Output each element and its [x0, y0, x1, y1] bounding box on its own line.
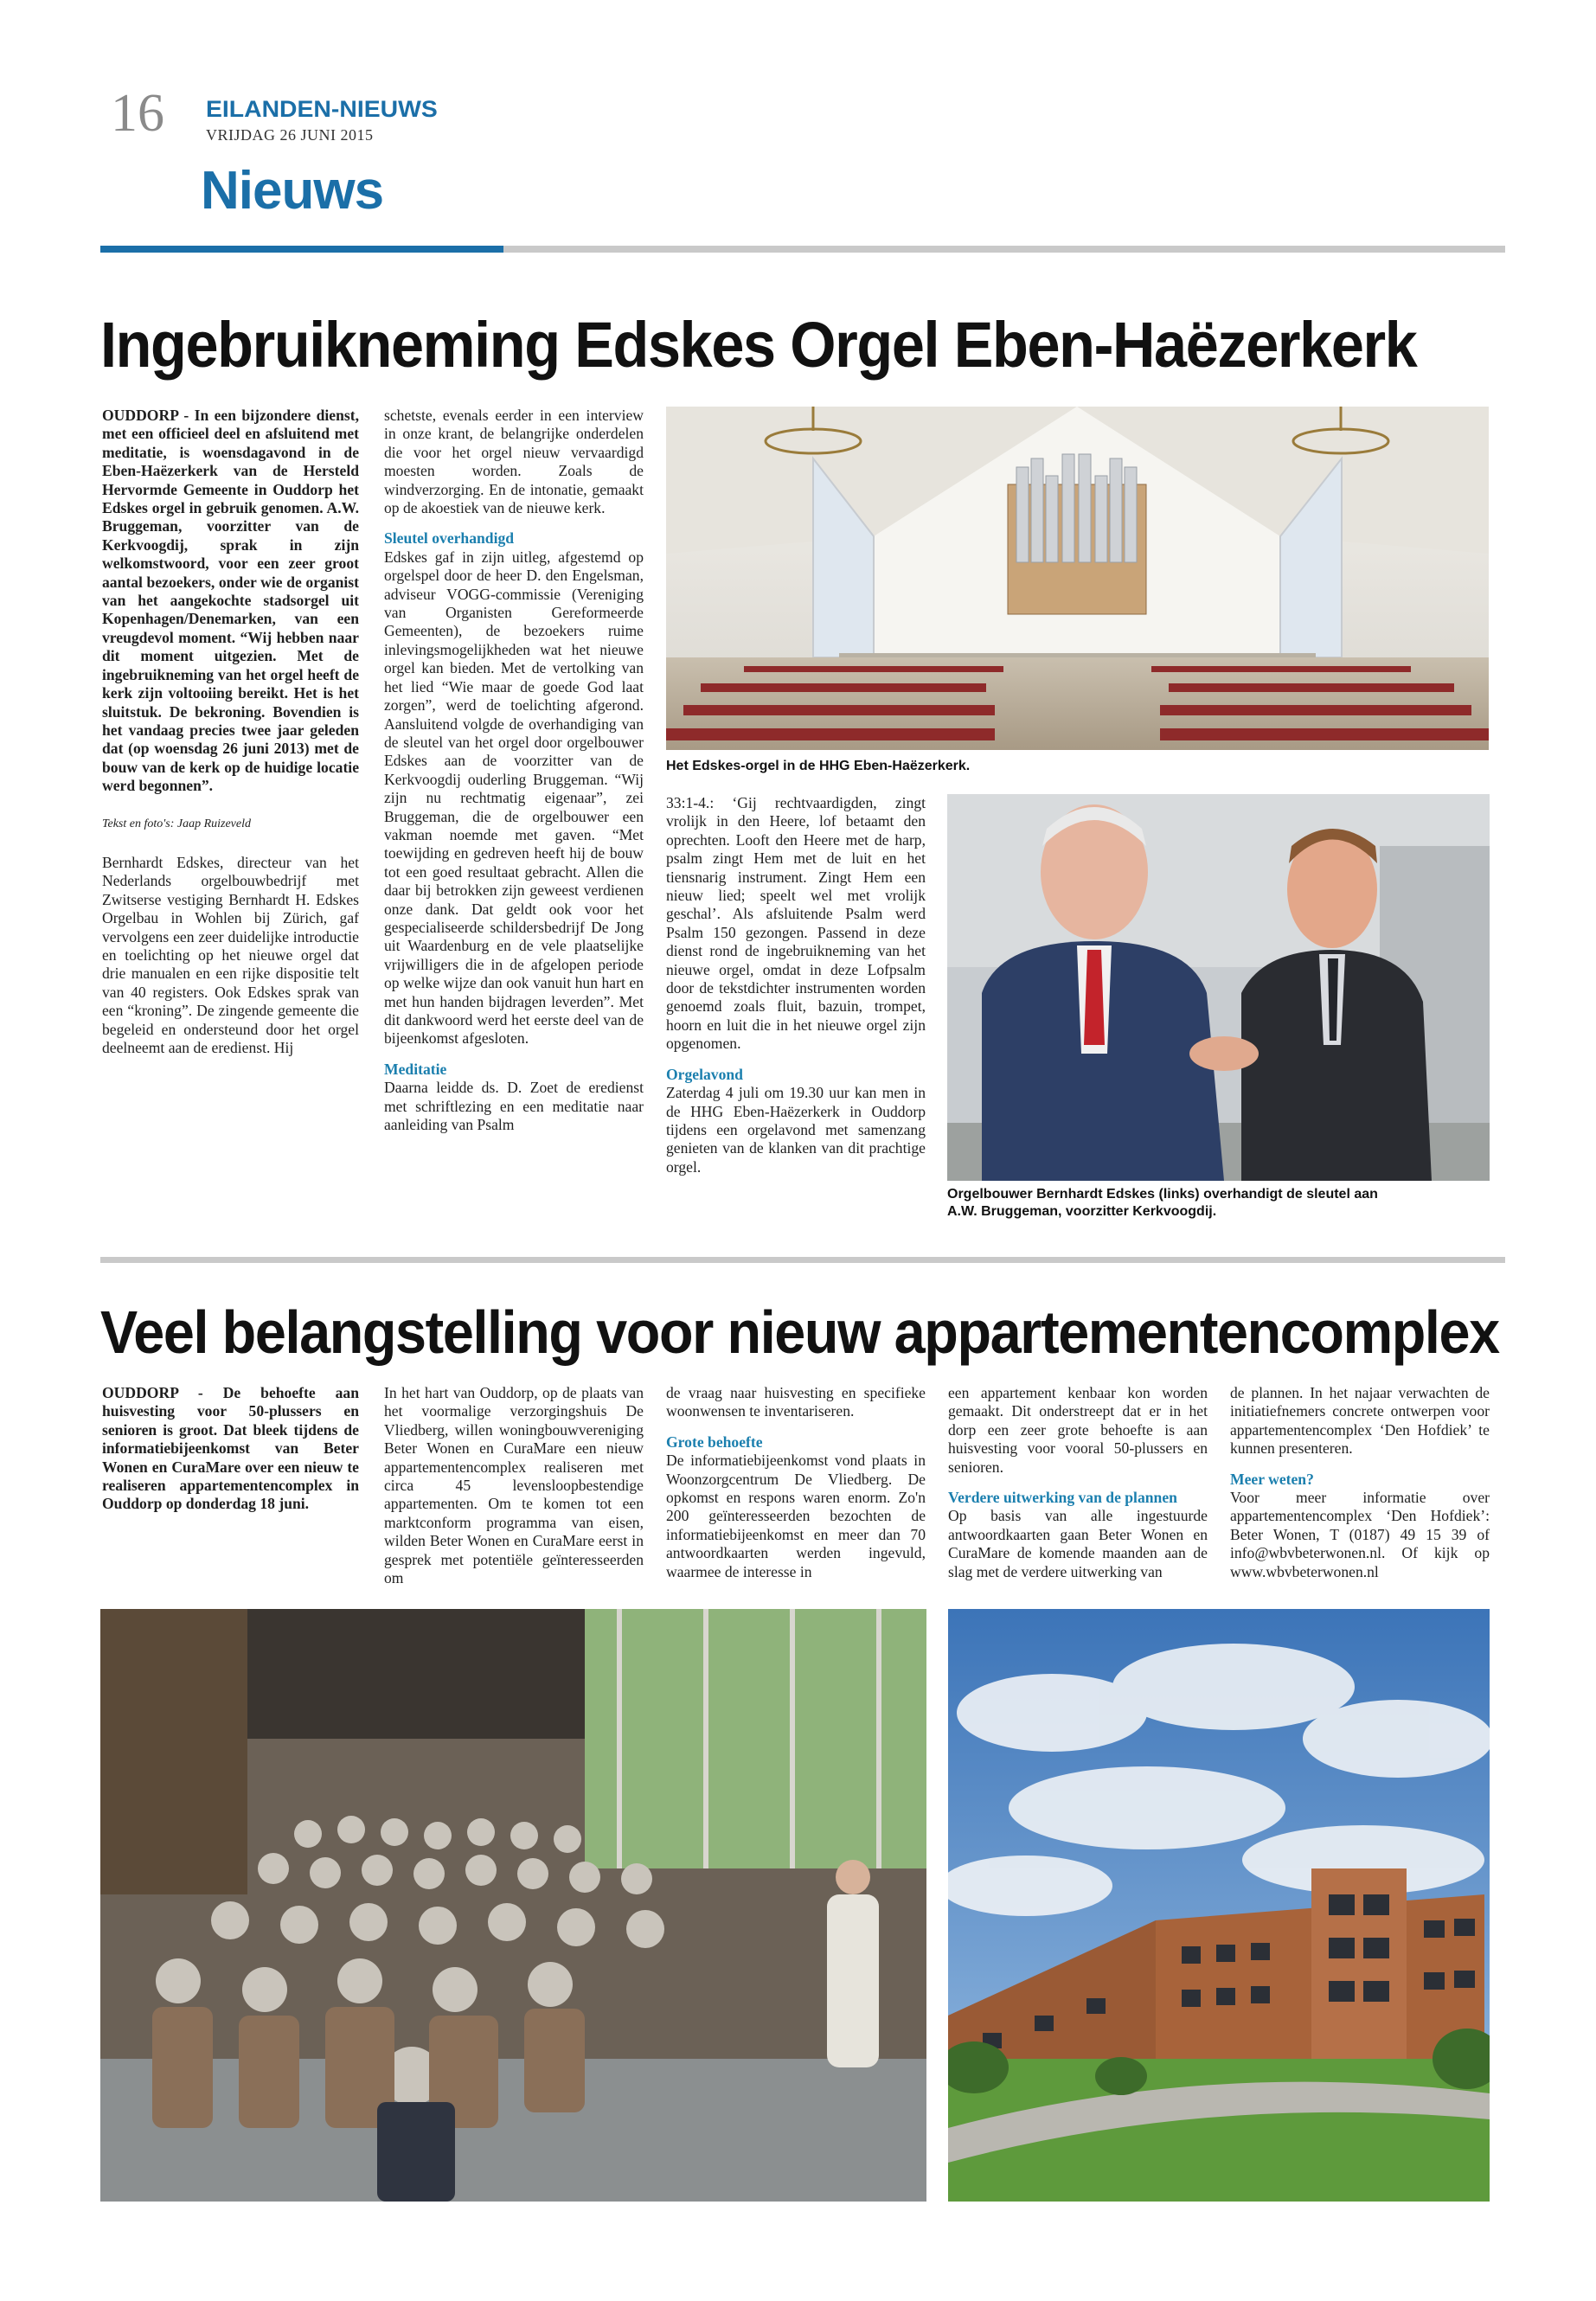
- article1-column-1: [102, 407, 359, 1057]
- organ-photo-caption: Het Edskes-orgel in de HHG Eben-Haëzerkerk.: [666, 759, 971, 773]
- masthead-logo: EILANDEN-NIEUWS: [206, 96, 438, 122]
- apartment-rendering: [948, 1609, 1490, 2202]
- article2-column-5: [1230, 1384, 1490, 1581]
- article2-column-3: [666, 1384, 926, 1581]
- publication-date: VRIJDAG 26 JUNI 2015: [206, 126, 374, 144]
- article1-subhead-3: Orgelavond: [666, 1065, 743, 1083]
- article2-subhead-2: Verdere uitwerking van de plannen: [948, 1489, 1177, 1507]
- handshake-caption-line-1: Orgelbouwer Bernhardt Edskes (links) overhandigt de sleutel aan: [947, 1187, 1378, 1202]
- article2-lead: OUDDORP - De behoefte aan huisvesting voor 50-plussers en senioren is groot. Dat bleek tijdens de informatiebijeenkomst van Beter Wonen en CuraMare over een nieuw te realiseren appartementencomplex in Ouddorp op donderdag 18 juni.: [102, 1384, 359, 1513]
- article1-col1-body: Bernhardt Edskes, directeur van het Nederlands orgelbouwbedrijf met Zwitserse vestiging Bernhardt H. Edskes Orgelbau in Wohlen bij Zürich, gaf vervolgens een zeer duidelijke introductie en toelichting op het nieuwe orgel dat drie manualen en een rijke dispositie telt van 40 registers. Ook Edskes sprak van een “kroning”. De zingende gemeente die begeleid en ondersteund door het orgel deelneemt aan de eredienst. Hij: [102, 853, 359, 1056]
- article-divider: [100, 1257, 1505, 1263]
- article1-col3-p2: Zaterdag 4 juli om 19.30 uur kan men in de HHG Eben-Haëzerkerk in Ouddorp tijdens een orgelavond met samenzang genieten van de klanken van dit prachtige orgel.: [666, 1084, 926, 1176]
- article1-subhead-2: Meditatie: [384, 1060, 447, 1078]
- article1-lead: OUDDORP - In een bijzondere dienst, met een officieel deel en afsluitend met meditatie, is woensdagavond in de Eben-Haëzerkerk van de Hersteld Hervormde Gemeente in Ouddorp het Edskes orgel in gebruik genomen. A.W. Bruggeman, voorzitter van de Kerkvoogdij, sprak in zijn welkomstwoord, voor een zeer groot aantal bezoekers, onder wie de organist van het aangekochte stadsorgel uit Kopenhagen/Denemarken, van een vreugdevol moment. “Wij hebben naar dit moment uitgezien. Met de ingebruikneming van het orgel heeft de kerk zijn voltooiing bereikt. Het is het sluitstuk. De bekroning. Bovendien is het vandaag precies twee jaar geleden dat (op woensdag 26 juni 2013) met de bouw van de kerk op de huidige locatie werd begonnen”.: [102, 407, 359, 795]
- article2-col4-p1: een appartement kenbaar kon worden gemaakt. Dit onderstreept dat er in het dorp een zeer grote behoefte is aan huisvesting voor vooral 50-plussers en senioren.: [948, 1384, 1208, 1476]
- article2-col2-body: In het hart van Ouddorp, op de plaats van het voormalige verzorgingshuis De Vliedberg, willen woningbouwvereniging Beter Wonen en CuraMare een nieuw appartementencomplex realiseren met circa 45 levensloopbestendige appartementen. Om te komen tot een marktconform programma van eisen, wilden Beter Wonen en CuraMare eerst in gesprek met potentiële geïnteresseerden om: [384, 1384, 644, 1587]
- article1-column-3: [666, 794, 926, 1176]
- page-number: 16: [111, 84, 164, 143]
- article2-column-4: [948, 1384, 1208, 1581]
- article1-col3-p1: 33:1-4.: ‘Gij rechtvaardigden, zingt vrolijk in den Heere, lof betaamt den oprechten. Looft den Heere met de harp, psalm zingt Hem met de luit en het tiensnarig instrument. Zingt Hem een nieuw lied; speelt wel met vrolijk geschal’. Als afsluitende Psalm werd Psalm 150 gezongen. Passend in deze dienst rond de ingebruikneming van het nieuwe orgel, omdat in deze Lofpsalm door de tekstdichter instrumenten worden genoemd zoals fluit, bazuin, trompet, hoorn en luit die in het nieuwe orgel zijn opgenomen.: [666, 794, 926, 1053]
- article1-col2-p2: Edskes gaf in zijn uitleg, afgestemd op orgelspel door de heer D. den Engelsman, adviseur VOGG-commissie (Vereniging van Organisten Gereformeerde Gemeenten), de bezoekers ruime inlevingsmogelijkheden wat het nieuwe orgel kan bieden. Met de vertolking van het lied “Wie maar de goede God laat zorgen”, werd de toelichting afgerond. Aansluitend volgde de overhandiging van de sleutel van het orgel door orgelbouwer Edskes aan de voorzitter van de Kerkvoogdij ouderling Bruggeman. “Wij zijn nu rechtmatig eigenaar”, zei Bruggeman, die de orgelbouwer een vakman noemde met gaven. “Met toewijding en gedreven heeft hij de bouw tot een goed resultaat gebracht. Allen die daar bij betrokken zijn geweest verdienen onze dank. Dat geldt ook voor het gespecialiseerde schildersbedrijf De Jong uit Waardenburg en de vele plaatselijke vrijwilligers die in de afgelopen periode op welke wijze dan ook vanuit hun hart en met hun handen bijdragen leverden”. Met dit dankwoord werd het eerste deel van de bijeenkomst afgesloten.: [384, 548, 644, 1048]
- article1-subhead-1: Sleutel overhandigd: [384, 529, 515, 548]
- article2-col3-p2: De informatiebijeenkomst vond plaats in Woonzorgcentrum De Vliedberg. De opkomst en respons waren enorm. Zo'n 200 geïnteresseerden bezochten de informatiebijeenkomst en meer dan 70 antwoordkaarten werden ingevuld, waarmee de interesse in: [666, 1452, 926, 1580]
- article1-column-2: [384, 407, 644, 1134]
- article2-col5-p2: Voor meer informatie over appartementencomplex ‘Den Hofdiek’: Beter Wonen, T (0187) 49 15 39 of info@wbvbeterwonen.nl. Of kijk op www.wbvbeterwonen.nl: [1230, 1489, 1490, 1580]
- article2-headline: Veel belangstelling voor nieuw appartementencomplex: [100, 1298, 1499, 1366]
- article2-subhead-1: Grote behoefte: [666, 1433, 763, 1451]
- section-title: Nieuws: [201, 161, 384, 221]
- meeting-audience-photo: [100, 1609, 926, 2202]
- handshake-photo: [947, 794, 1490, 1181]
- article2-col4-p2: Op basis van alle ingestuurde antwoordkaarten gaan Beter Wonen en CuraMare de komende maanden aan de slag met de verdere uitwerking van: [948, 1507, 1208, 1580]
- header-rule-accent: [100, 246, 503, 253]
- article2-subhead-3: Meer weten?: [1230, 1470, 1314, 1488]
- handshake-caption-line-2: A.W. Bruggeman, voorzitter Kerkvoogdij.: [947, 1204, 1217, 1219]
- article1-credit: Tekst en foto's: Jaap Ruizeveld: [102, 817, 251, 830]
- article2-col5-p1: de plannen. In het najaar verwachten de initiatiefnemers concrete ontwerpen voor appartementencomplex ‘Den Hofdiek’ te kunnen presenteren.: [1230, 1384, 1490, 1458]
- article1-col2-p1: schetste, evenals eerder in een interview in onze krant, de belangrijke onderdelen die voor het orgel nieuw vervaardigd moesten worden. Zoals de windverzorging. En de intonatie, gemaakt op de akoestiek van de nieuwe kerk.: [384, 407, 644, 517]
- organ-photo: [666, 407, 1489, 750]
- handshake-photo-caption: [947, 1186, 1490, 1221]
- article2-col3-p1: de vraag naar huisvesting en specifieke woonwensen te inventariseren.: [666, 1384, 926, 1420]
- article1-col2-p3: Daarna leidde ds. D. Zoet de eredienst met schriftlezing en een meditatie naar aanleiding van Psalm: [384, 1079, 644, 1134]
- article1-headline: Ingebruikneming Edskes Orgel Eben-Haëzerkerk: [100, 309, 1417, 381]
- article2-column-2: [384, 1384, 644, 1587]
- article2-column-1: [102, 1384, 359, 1514]
